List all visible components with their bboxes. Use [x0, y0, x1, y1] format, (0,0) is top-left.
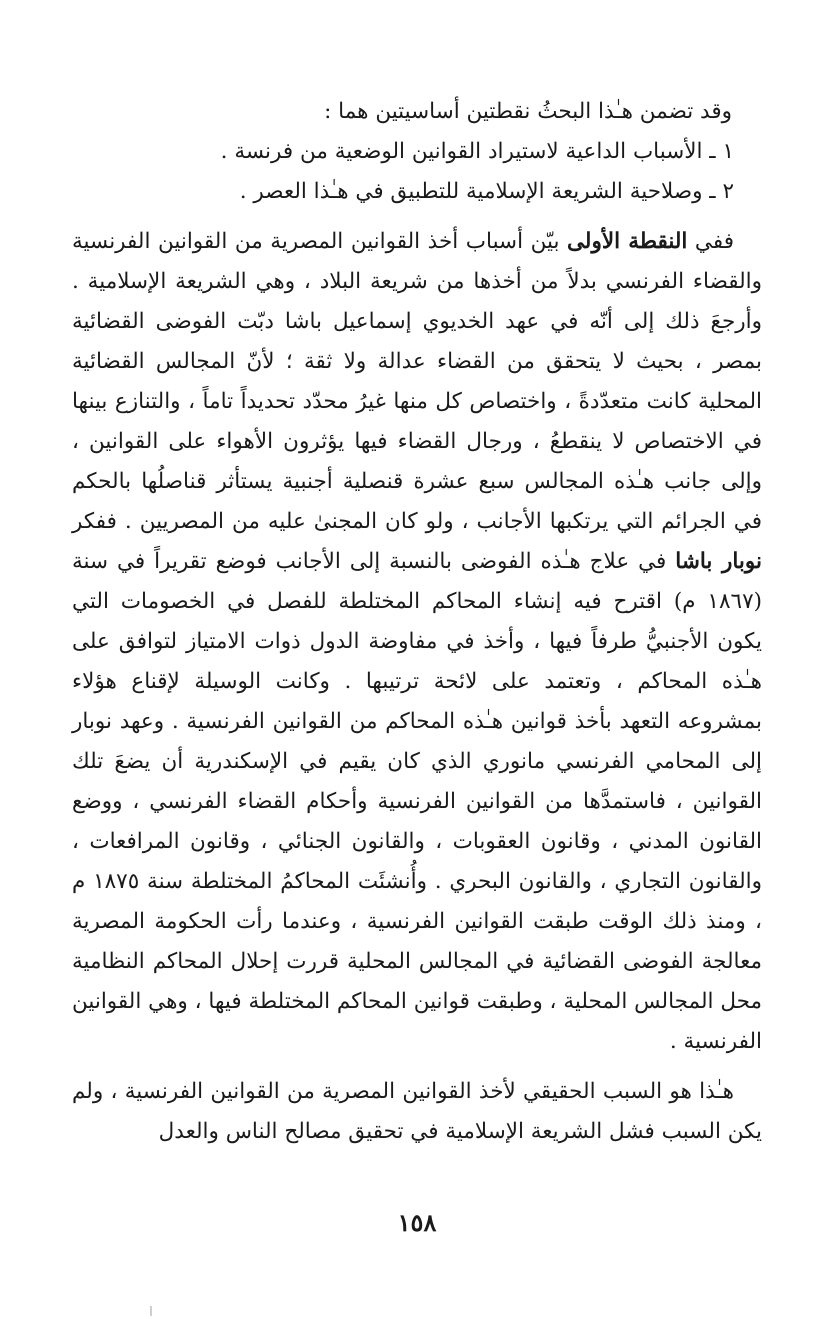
- scan-mark: [150, 1306, 152, 1316]
- first-point-heading: النقطة الأولى: [567, 229, 688, 254]
- para1-text-a: بيّن أسباب أخذ القوانين المصرية من القوانين الفرنسية والقضاء الفرنسي بدلاً من أخذها من شريعة البلاد ، وهي الشريعة الإسلامية . وأرجعَ ذلك إلى أنّه في عهد الخديوي إسماعيل باشا دبّت الفوضى القضائية بمصر ، بحيث لا يتحقق من القضاء عدالة ولا ثقة ؛ لأنّ المجالس القضائية المحلية كانت متعدّدةً ، واختصاص كل منها غيرُ محدّد تحديداً تاماً ، والتنازع بينها في الاختصاص لا ينقطعُ ، ورجال القضاء فيها يؤثرون الأهواء على القوانين ، وإلى جانب هـٰذه المجالس سبع عشرة قنصلية أجنبية يستأثر قناصلُها بالحكم في الجرائم التي يرتكبها الأجانب ، ولو كان المجنىٰ عليه من المصريين . ففكر: [72, 229, 762, 534]
- para1-text-b: في علاج هـٰذه الفوضى بالنسبة إلى الأجانب فوضع تقريراً في سنة (١٨٦٧ م) اقترح فيه إنشاء المحاكم المختلطة للفصل في الخصومات التي يكون الأجنبيُّ طرفاً فيها ، وأخذ في مفاوضة الدول ذوات الامتياز لتوافق على هـٰذه المحاكم ، وتعتمد على لائحة ترتيبها . وكانت الوسيلة لإقناع هؤلاء بمشروعه التعهد بأخذ قوانين هـٰذه المحاكم من القوانين الفرنسية . وعهد نوبار إلى المحامي الفرنسي مانوري الذي كان يقيم في الإسكندرية أن يضعَ تلك القوانين ، فاستمدَّها من القوانين الفرنسية وأحكام القضاء الفرنسي ، ووضع القانون المدني ، وقانون العقوبات ، والقانون الجنائي ، وقانون المرافعات ، والقانون التجاري ، والقانون البحري . وأُنشئَت المحاكمُ المختلطة سنة ١٨٧٥ م ، ومنذ ذلك الوقت طبقت القوانين الفرنسية ، وعندما رأت الحكومة المصرية معالجة الفوضى القضائية في المجالس المحلية قررت إحلال المحاكم النظامية محل المجالس المحلية ، وطبقت قوانين المحاكم المختلطة فيها ، وهي القوانين الفرنسية .: [72, 549, 763, 1054]
- nubar-pasha-name: نوبار باشا: [675, 549, 763, 574]
- page-number: ١٥٨: [397, 1208, 437, 1237]
- para1-lead: ففي: [694, 229, 734, 254]
- list-item-1: ١ ـ الأسباب الداعية لاستيراد القوانين الوضعية من فرنسة .: [220, 139, 734, 164]
- paragraph-first-point: [72, 222, 762, 1062]
- page-body: [72, 92, 762, 1152]
- intro-line: وقد تضمن هـٰذا البحثُ نقطتين أساسيتين هما :: [324, 99, 732, 124]
- list-item-2: ٢ ـ وصلاحية الشريعة الإسلامية للتطبيق في هـٰذا العصر .: [239, 179, 734, 204]
- paragraph-real-cause: هـٰذا هو السبب الحقيقي لأخذ القوانين المصرية من القوانين الفرنسية ، ولم يكن السبب فشل الشريعة الإسلامية في تحقيق مصالح الناس والعدل: [72, 1079, 762, 1144]
